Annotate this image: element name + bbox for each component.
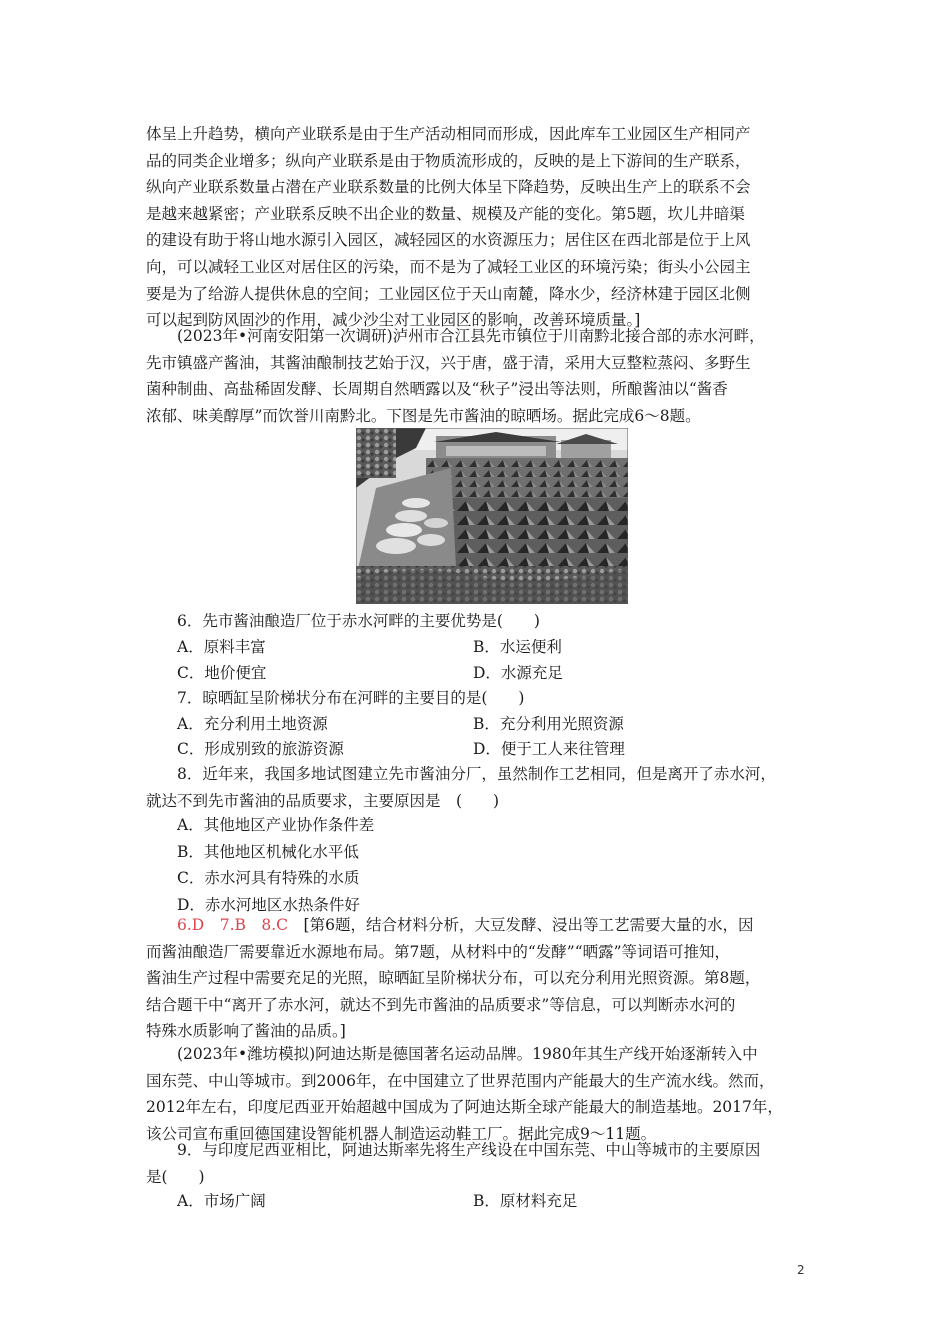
question-stem: 7．晾晒缸呈阶梯状分布在河畔的主要目的是( ) xyxy=(177,689,525,707)
option-c: C．形成别致的旅游资源 xyxy=(177,740,344,758)
text-line: 国东莞、中山等城市。到2006年，在中国建立了世界范围内产能最大的生产流水线。然而， xyxy=(146,1071,775,1090)
text-line: 是越来越紧密；产业联系反映不出企业的数量、规模及产能的变化。第5题，坎儿井暗渠 xyxy=(146,204,745,223)
question-stem: 就达不到先市酱油的品质要求，主要原因是 ( ) xyxy=(146,791,500,810)
option-d: D．赤水河地区水热条件好 xyxy=(177,895,360,914)
passage-adidas xyxy=(146,1041,806,1147)
question-stem: 8．近年来，我国多地试图建立先市酱油分厂，虽然制作工艺相同，但是离开了赤水河， xyxy=(177,765,776,783)
text-line: 品的同类企业增多；纵向产业联系是由于物质流形成的，反映的是上下游间的生产联系， xyxy=(146,151,751,170)
question-6-stem xyxy=(146,608,806,635)
option-a: A．其他地区产业协作条件差 xyxy=(177,816,375,834)
question-9-stem xyxy=(146,1137,806,1190)
question-7-options-ab xyxy=(177,711,807,737)
question-stem: 6．先市酱油酿造厂位于赤水河畔的主要优势是( ) xyxy=(177,612,540,630)
text-line: 浓郁、味美醇厚”而饮誉川南黔北。下图是先市酱油的晾晒场。据此完成6～8题。 xyxy=(146,406,701,425)
passage-soy-sauce xyxy=(146,323,806,429)
text-line: 该公司宣布重回德国建设智能机器人制造运动鞋工厂。据此完成9～11题。 xyxy=(146,1124,657,1143)
option-b: B．其他地区机械化水平低 xyxy=(177,842,359,861)
explanation-continued xyxy=(146,121,806,334)
text-line: 先市镇盛产酱油，其酱油酿制技艺始于汉，兴于唐，盛于清，采用大豆整粒蒸闷、多野生 xyxy=(146,353,751,372)
answer-key: 6.D 7.B 8.C xyxy=(177,916,289,934)
text-line: 而酱油酿造厂需要靠近水源地布局。第7题，从材料中的“发酵”“晒露”等词语可推知， xyxy=(146,942,731,961)
option-b: B．原材料充足 xyxy=(473,1192,578,1210)
answers-6-8 xyxy=(146,912,806,1045)
text-line: 要是为了给游人提供休息的空间；工业园区位于天山南麓，降水少，经济林建于园区北侧 xyxy=(146,284,751,303)
option-a: A．充分利用土地资源 xyxy=(177,715,328,733)
option-c: C．地价便宜 xyxy=(177,664,267,682)
text-line: 2012年左右，印度尼西亚开始超越中国成为了阿迪达斯全球产能最大的制造基地。2017年， xyxy=(146,1098,783,1117)
question-9-options-ab xyxy=(177,1188,807,1214)
text-line: 纵向产业联系数量占潜在产业联系数量的比例大体呈下降趋势，反映出生产上的联系不会 xyxy=(146,178,751,197)
option-a: A．原料丰富 xyxy=(177,638,266,656)
text-line: (2023年•河南安阳第一次调研)泸州市合江县先市镇位于川南黔北接合部的赤水河畔， xyxy=(177,327,765,345)
question-7-stem xyxy=(146,685,806,712)
question-7-options-cd xyxy=(177,736,807,762)
question-6-options-cd xyxy=(177,660,807,686)
answer-first-line xyxy=(146,912,806,939)
question-6-options-ab xyxy=(177,634,807,660)
text-line: (2023年•潍坊模拟)阿迪达斯是德国著名运动品牌。1980年其生产线开始逐渐转入中 xyxy=(177,1045,758,1063)
answer-text: [第6题，结合材料分析，大豆发酵、浸出等工艺需要大量的水，因 xyxy=(288,916,754,934)
question-stem: 9．与印度尼西亚相比，阿迪达斯率先将生产线设在中国东莞、中山等城市的主要原因 xyxy=(177,1141,761,1159)
text-line: 可以起到防风固沙的作用，减少沙尘对工业园区的影响，改善环境质量。] xyxy=(146,311,641,330)
text-line: 酱油生产过程中需要充足的光照，晾晒缸呈阶梯状分布，可以充分利用光照资源。第8题， xyxy=(146,969,761,988)
text-line: 结合题干中“离开了赤水河，就达不到先市酱油的品质要求”等信息，可以判断赤水河的 xyxy=(146,995,736,1014)
option-a: A．市场广阔 xyxy=(177,1192,266,1210)
question-stem: 是( ) xyxy=(146,1167,205,1186)
text-line: 特殊水质影响了酱油的品质。] xyxy=(146,1022,346,1041)
question-8-options xyxy=(146,812,806,918)
text-line: 向，可以减轻工业区对居住区的污染，而不是为了减轻工业区的环境污染；街头小公园主 xyxy=(146,257,751,276)
option-b: B．充分利用光照资源 xyxy=(473,715,624,733)
text-line: 体呈上升趋势，横向产业联系是由于生产活动相同而形成，因此库车工业园区生产相同产 xyxy=(146,125,751,143)
option-b: B．水运便利 xyxy=(473,638,562,656)
text-line: 菌种制曲、高盐稀固发酵、长周期自然晒露以及“秋子”浸出等法则，所酿酱油以“酱香 xyxy=(146,380,728,399)
page-number: 2 xyxy=(797,1263,805,1277)
option-c: C．赤水河具有特殊的水质 xyxy=(177,869,360,888)
question-8-stem xyxy=(146,761,806,814)
soy-sauce-drying-field-photo xyxy=(356,428,628,604)
option-d: D．水源充足 xyxy=(473,664,563,682)
text-line: 的建设有助于将山地水源引入园区，减轻园区的水资源压力；居住区在西北部是位于上风 xyxy=(146,231,751,250)
option-d: D．便于工人来往管理 xyxy=(473,740,625,758)
